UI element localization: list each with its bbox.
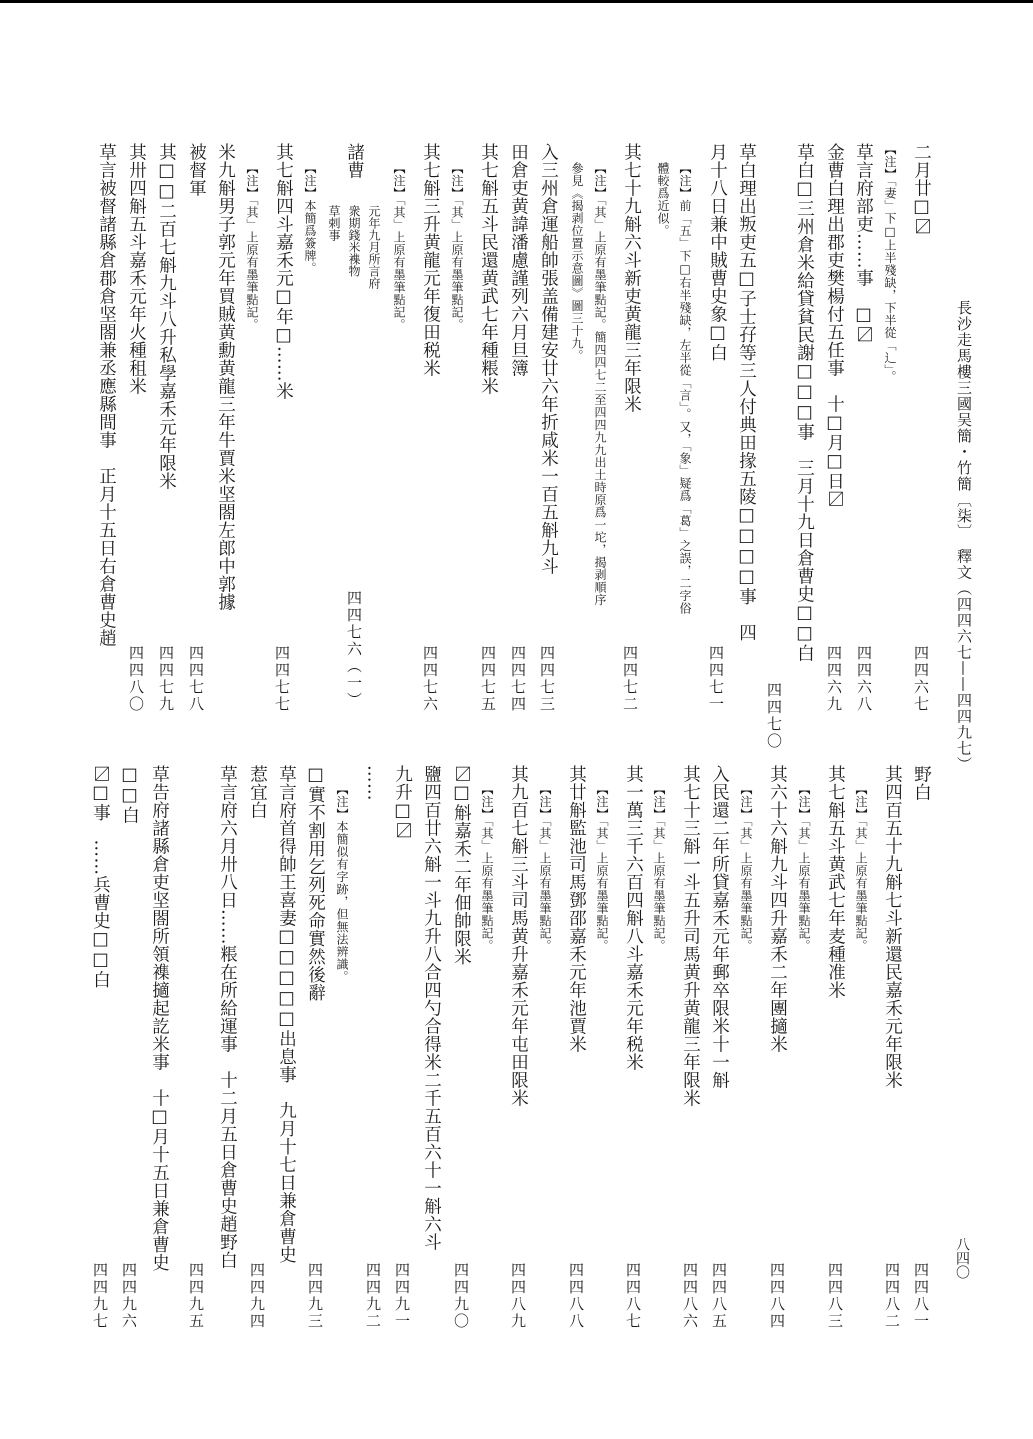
slip-number: 四四八四 bbox=[768, 1262, 786, 1330]
slip-text: 其七斛五斗民還黄武七年種粻米 bbox=[478, 143, 499, 395]
slip-subtext: 草剌事 bbox=[327, 205, 341, 241]
slip-text: □實不割用乞列死命實然後辭 bbox=[305, 765, 326, 1002]
slip-text: 其七斛三升黄龍元年復田税米 bbox=[420, 143, 441, 377]
slip-number: 四四六八 bbox=[855, 645, 873, 713]
slip-number: 四四八五 bbox=[710, 1262, 728, 1330]
slip-note: 【注】「其」上原有墨筆點記。 bbox=[797, 783, 811, 952]
slip-text: 諸曹 bbox=[344, 143, 365, 179]
slip-text: 〼□事 ……兵曹史□□白 bbox=[90, 765, 111, 989]
slip-number: 四四七六（一） bbox=[345, 590, 363, 709]
slip-subtext: 元年九月所言府 bbox=[367, 205, 381, 289]
slip-text: 其九百七斛三斗司馬黄升嘉禾元年屯田限米 bbox=[508, 765, 529, 1107]
slip-number: 四四八八 bbox=[567, 1262, 585, 1330]
slip-text: 惹宜白 bbox=[247, 765, 268, 819]
slip-number: 四四七七 bbox=[273, 645, 291, 713]
slip-note: 【注】「其」上原有墨筆點記。 bbox=[595, 783, 609, 952]
slip-number: 四四八三 bbox=[826, 1262, 844, 1330]
slip-text: 草言府部吏……事 □〼 bbox=[853, 143, 874, 344]
slip-number: 四四八九 bbox=[509, 1262, 527, 1330]
slip-number: 四四七二 bbox=[621, 645, 639, 713]
slip-note: 【注】本簡爲簽牌。 bbox=[303, 162, 317, 275]
slip-number: 四四七八 bbox=[187, 645, 205, 713]
slip-text: 野白 bbox=[911, 765, 932, 801]
slip-number: 四四九一 bbox=[393, 1262, 411, 1330]
slip-text: 草言府首得帥王喜妻□□□□□出息事 九月十七日兼倉曹史 bbox=[276, 765, 297, 1264]
slip-number: 四四七六 bbox=[421, 645, 439, 713]
slip-text: 草言府六月卅八日……粻在所給運事 十二月五日倉曹史趙野白 bbox=[217, 765, 238, 1269]
slip-text: 草白□三州倉米給貸貧民謝□□□事 三月十九日倉曹史□□白 bbox=[794, 143, 815, 662]
slip-note: 【注】前「五」下□右半殘缺，左半從「言」。又，「象」疑爲「葛」之誤，二字俗 bbox=[678, 162, 692, 615]
slip-note: 【注】「其」上原有墨筆點記。 bbox=[392, 162, 406, 331]
slip-note: 【注】「妻」下□上半殘缺，下半從「辶」。 bbox=[883, 143, 897, 383]
slip-text: 〼□斛嘉禾二年佃帥限米 bbox=[451, 765, 472, 966]
slip-text: 鹽四百廿六斛一斗九升八合四勺合得米二千五百六十一斛六斗 bbox=[421, 765, 442, 1251]
slip-text: 其卅四斛五斗嘉禾元年火種租米 bbox=[126, 143, 147, 395]
slip-text: 其七十三斛一斗五升司馬黄升黄龍三年限米 bbox=[680, 765, 701, 1107]
slip-text: 入民還二年所貸嘉禾元年郵卒限米十一斛 bbox=[709, 765, 730, 1089]
slip-number: 四四七五 bbox=[479, 645, 497, 713]
slip-text: 米九斛男子郭元年買賊黄勳黄龍三年牛賈米坚閤左郎中郭據 bbox=[215, 143, 236, 611]
slip-number: 四四八七 bbox=[624, 1262, 642, 1330]
slip-note: 【注】「其」上原有墨筆點記。 bbox=[480, 783, 494, 952]
top-rule bbox=[0, 0, 1033, 3]
slip-text: 草言被督諸縣倉郡倉坚閤兼丞應縣間事 正月十五日右倉曹史趙 bbox=[96, 143, 117, 647]
running-header: 長沙走馬樓三國吴簡・竹簡〔柒〕 釋文（四四六七——四四九七） bbox=[955, 300, 973, 773]
slip-subtext: 衆期錢米襍物 bbox=[347, 205, 361, 277]
slip-number: 四四六七 bbox=[912, 645, 930, 713]
page-number: 八四〇 bbox=[954, 1237, 970, 1279]
slip-text: 田倉吏黄諱潘慮謹列六月旦簿 bbox=[508, 143, 529, 377]
slip-text: 入三州倉運船帥張盖備建安廿六年折咸米一百五斛九斗 bbox=[538, 143, 559, 575]
slip-number: 四四七四 bbox=[509, 645, 527, 713]
slip-note: 體較爲近似。 bbox=[656, 162, 670, 237]
slip-number: 四四八〇 bbox=[127, 645, 145, 713]
slip-note: 【注】「其」上原有墨筆點記。 bbox=[538, 783, 552, 952]
slip-number: 四四七九 bbox=[157, 645, 175, 713]
slip-text: 其廿斛監池司馬鄧邵嘉禾元年池賈米 bbox=[566, 765, 587, 1053]
slip-text: 二月廿□〼 bbox=[911, 143, 932, 236]
slip-text: 被督軍 bbox=[186, 143, 207, 197]
slip-text: 月十八日兼中賊曹史象□白 bbox=[707, 143, 728, 362]
slip-text: 金曹白理出郡吏樊楊付五任事 十□月□日〼 bbox=[824, 143, 845, 508]
slip-note: 【注】「其」上原有墨筆點記。 bbox=[854, 783, 868, 952]
slip-text: □□白 bbox=[119, 765, 140, 824]
slip-number: 四四七〇 bbox=[765, 682, 783, 750]
slip-note: 參見《揭剥位置示意圖》圖三十九。 bbox=[570, 162, 584, 362]
slip-number: 四四九四 bbox=[248, 1262, 266, 1330]
slip-note: 【注】「其」上原有墨筆點記。簡四四七二至四四九九出土時原爲一坨，揭剥順序 bbox=[593, 162, 607, 606]
slip-text: 其六十六斛九斗四升嘉禾二年團擿米 bbox=[767, 765, 788, 1053]
slip-number: 四四九五 bbox=[187, 1262, 205, 1330]
slip-text: 草告府諸縣倉吏坚閤所領襍擿起訖米事 十□月十五日兼倉曹史 bbox=[149, 765, 170, 1272]
slip-number: 四四九六 bbox=[120, 1262, 138, 1330]
slip-number: 四四六九 bbox=[825, 645, 843, 713]
slip-number: 四四九〇 bbox=[452, 1262, 470, 1330]
slip-text: 草白理出叛吏五□子士孖等三人付典田掾五陵□□□□事 四 bbox=[736, 143, 757, 642]
slip-number: 四四八一 bbox=[912, 1262, 930, 1330]
slip-note: 【注】「其」上原有墨筆點記。 bbox=[245, 162, 259, 331]
slip-text: 其一萬三千六百四斛八斗嘉禾元年税米 bbox=[623, 765, 644, 1071]
slip-text: 其七十九斛六斗新吏黄龍三年限米 bbox=[621, 143, 642, 413]
slip-number: 四四八二 bbox=[883, 1262, 901, 1330]
slip-number: 四四七一 bbox=[707, 645, 725, 713]
slip-text: 其七斛四斗嘉禾元□年□……米 bbox=[273, 143, 294, 400]
slip-number: 四四九二 bbox=[364, 1262, 382, 1330]
slip-text: 其七斛五斗黄武七年麦種准米 bbox=[825, 765, 846, 999]
slip-number: 四四八六 bbox=[681, 1262, 699, 1330]
slip-number: 四四七三 bbox=[538, 645, 556, 713]
slip-number: 四四九七 bbox=[91, 1262, 109, 1330]
slip-note: 【注】「其」上原有墨筆點記。 bbox=[652, 783, 666, 952]
slip-note: 【注】「其」上原有墨筆點記。 bbox=[739, 783, 753, 952]
slip-text: 其□□二百七斛九斗八升私學嘉禾元年限米 bbox=[156, 143, 177, 490]
slip-text: …… bbox=[363, 765, 384, 801]
slip-note: 【注】本簡似有字跡，但無法辨識。 bbox=[335, 783, 349, 983]
slip-text: 其四百五十九斛七斗新還民嘉禾元年限米 bbox=[882, 765, 903, 1089]
slip-note: 【注】「其」上原有墨筆點記。 bbox=[450, 162, 464, 331]
slip-number: 四四九三 bbox=[306, 1262, 324, 1330]
slip-text: 九升□〼 bbox=[392, 765, 413, 840]
